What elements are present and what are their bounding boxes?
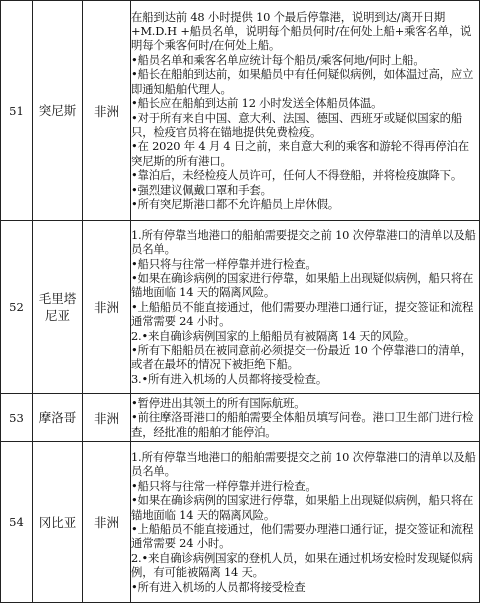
measure-line: •所有突尼斯港口都不允许船员上岸休假。	[131, 196, 339, 211]
region-name: 非洲	[83, 1, 131, 221]
measure-line: •上船船员不能直接通过，他们需要办理港口通行证，提交签证和流程通常需要 24 小时。	[131, 522, 474, 551]
measure-line: 3.•所有进入机场的人员都将接受检查。	[131, 371, 328, 386]
table-row	[1, 442, 480, 603]
row-number: 52	[1, 221, 33, 394]
measure-line: •船员名单和乘客名单应统计每个船员/乘客何地/何时上船。	[131, 52, 425, 67]
measure-line: •所有进入机场的人员都将接受检查	[131, 579, 306, 594]
measure-line: •船只将与往常一样停靠并进行检查。	[131, 478, 317, 493]
table-row	[1, 394, 480, 442]
measures-cell	[131, 442, 480, 603]
measure-line: •船长在船舶到达前，如果船员中有任何疑似病例，如体温过高，应立即通知船舶代理人。	[131, 67, 474, 96]
table-row	[1, 1, 480, 221]
measure-line: •船只将与往常一样停靠并进行检查。	[131, 256, 317, 271]
measures-cell	[131, 394, 480, 442]
region-name: 非洲	[83, 442, 131, 603]
region-name: 非洲	[83, 221, 131, 394]
country-name: 冈比亚	[33, 442, 83, 603]
measure-line: •强烈建议佩戴口罩和手套。	[131, 182, 272, 197]
measure-line: •上船船员不能直接通过，他们需要办理港口通行证，提交签证和流程通常需要 24 小时。	[131, 299, 474, 329]
measure-line: •船长应在船舶到达前 12 小时发送全体船员体温。	[131, 96, 383, 111]
measures-cell	[131, 1, 480, 221]
measures-cell	[131, 221, 480, 394]
row-number: 51	[1, 1, 33, 221]
measure-line: 在船到达前 48 小时提供 10 个最后停靠港，说明到达/离开日期+M.D.H +船员名单，说明每个船员何时/在何处上船+乘客名单，说明每个乘客何时/在何处上船。	[131, 9, 472, 53]
region-name: 非洲	[83, 394, 131, 442]
table-row	[1, 221, 480, 394]
measure-line: •对于所有来自中国、意大利、法国、德国、西班牙或疑似国家的船只，检疫官员将在锚地提供免费检疫。	[131, 110, 463, 139]
measure-line: •在 2020 年 4 月 4 日之前，来自意大利的乘客和游轮不得再停泊在突尼斯的所有港口。	[131, 139, 469, 168]
country-name: 突尼斯	[33, 1, 83, 221]
measure-line: 1.所有停靠当地港口的船舶需要提交之前 10 次停靠港口的清单以及船员名单。	[131, 449, 476, 479]
country-name: 摩洛哥	[33, 394, 83, 442]
measure-line: •靠泊后，未经检疫人员许可，任何人不得登船，并将检疫旗降下。	[131, 168, 463, 183]
measure-line: 1.所有停靠当地港口的船舶需要提交之前 10 次停靠港口的清单以及船员名单。	[131, 227, 476, 257]
measure-line: •所有下船船员在被同意前必须提交一份最近 10 个停靠港口的清单，或者在最坏的情况下被拒绝下船。	[131, 343, 472, 372]
measure-line: •如果在确诊病例的国家进行停靠，如果船上出现疑似病例，船只将在锚地面临 14 天的隔离风险。	[131, 270, 474, 300]
country-name: 毛里塔尼亚	[33, 221, 83, 394]
measure-line: •暂停进出其领土的所有国际航班。	[131, 395, 306, 410]
measure-line: •如果在确诊病例的国家进行停靠，如果船上出现疑似病例，船只将在锚地面临 14 天的隔离风险。	[131, 493, 474, 522]
measure-line: 2.•来自确诊病例国家的登机人员，如果在通过机场安检时发现疑似病例，有可能被隔离 14 天。	[131, 550, 473, 580]
row-number: 54	[1, 442, 33, 603]
row-number: 53	[1, 394, 33, 442]
measure-line: •前往摩洛哥港口的船舶需要全体船员填写问卷。港口卫生部门进行检查，经批准的船舶才能停泊。	[131, 410, 474, 439]
measure-line: 2.•来自确诊病例国家的上船船员有被隔离 14 天的风险。	[131, 328, 416, 343]
